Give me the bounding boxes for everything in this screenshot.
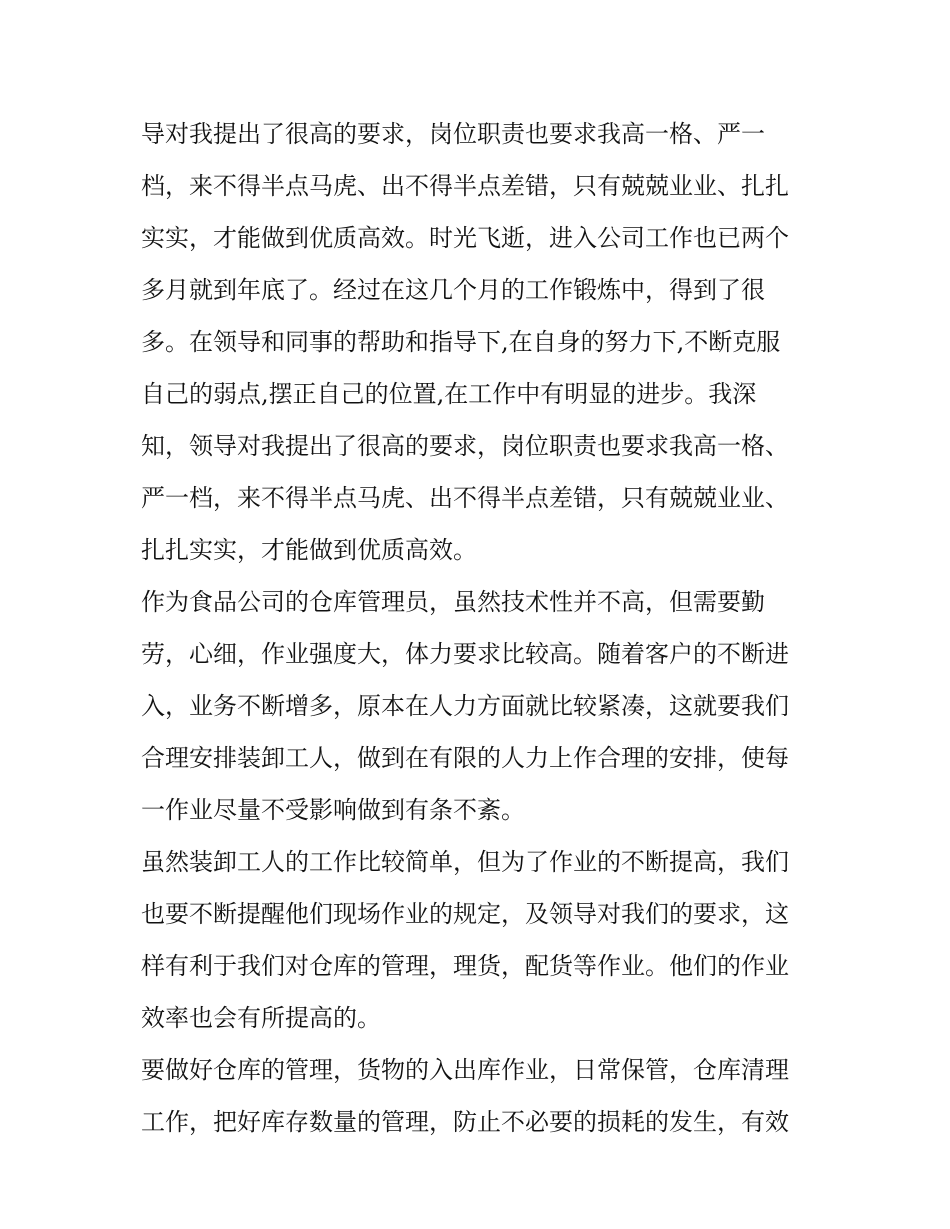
text-line: 知，领导对我提出了很高的要求，岗位职责也要求我高一格、 [141, 432, 789, 460]
text-line: 也要不断提醒他们现场作业的规定，及领导对我们的要求，这 [141, 900, 789, 928]
text-line: 严一档，来不得半点马虎、出不得半点差错，只有兢兢业业、 [141, 484, 789, 512]
text-line: 一作业尽量不受影响做到有条不紊。 [141, 796, 525, 824]
text-line: 作为食品公司的仓库管理员，虽然技术性并不高，但需要勤 [141, 588, 765, 616]
text-line: 档，来不得半点马虎、出不得半点差错，只有兢兢业业、扎扎 [141, 172, 789, 200]
text-line: 导对我提出了很高的要求，岗位职责也要求我高一格、严一 [141, 120, 765, 148]
text-line: 虽然装卸工人的工作比较简单，但为了作业的不断提高，我们 [141, 848, 789, 876]
text-line: 劳，心细，作业强度大，体力要求比较高。随着客户的不断进 [141, 640, 789, 668]
text-line: 要做好仓库的管理，货物的入出库作业，日常保管，仓库清理 [141, 1056, 789, 1084]
text-line: 工作，把好库存数量的管理，防止不必要的损耗的发生，有效 [141, 1108, 789, 1136]
text-line: 实实，才能做到优质高效。时光飞逝，进入公司工作也已两个 [141, 224, 789, 252]
body-text [141, 108, 831, 1148]
text-line: 入，业务不断增多，原本在人力方面就比较紧凑，这就要我们 [141, 692, 789, 720]
text-line: 自己的弱点,摆正自己的位置,在工作中有明显的进步。我深 [141, 380, 757, 408]
text-line: 样有利于我们对仓库的管理，理货，配货等作业。他们的作业 [141, 952, 789, 980]
text-line: 多月就到年底了。经过在这几个月的工作锻炼中，得到了很 [141, 276, 765, 304]
text-line: 多。在领导和同事的帮助和指导下,在自身的努力下,不断克服 [141, 328, 781, 356]
text-line: 合理安排装卸工人，做到在有限的人力上作合理的安排，使每 [141, 744, 789, 772]
text-line: 扎扎实实，才能做到优质高效。 [141, 536, 477, 564]
text-line: 效率也会有所提高的。 [141, 1004, 381, 1032]
